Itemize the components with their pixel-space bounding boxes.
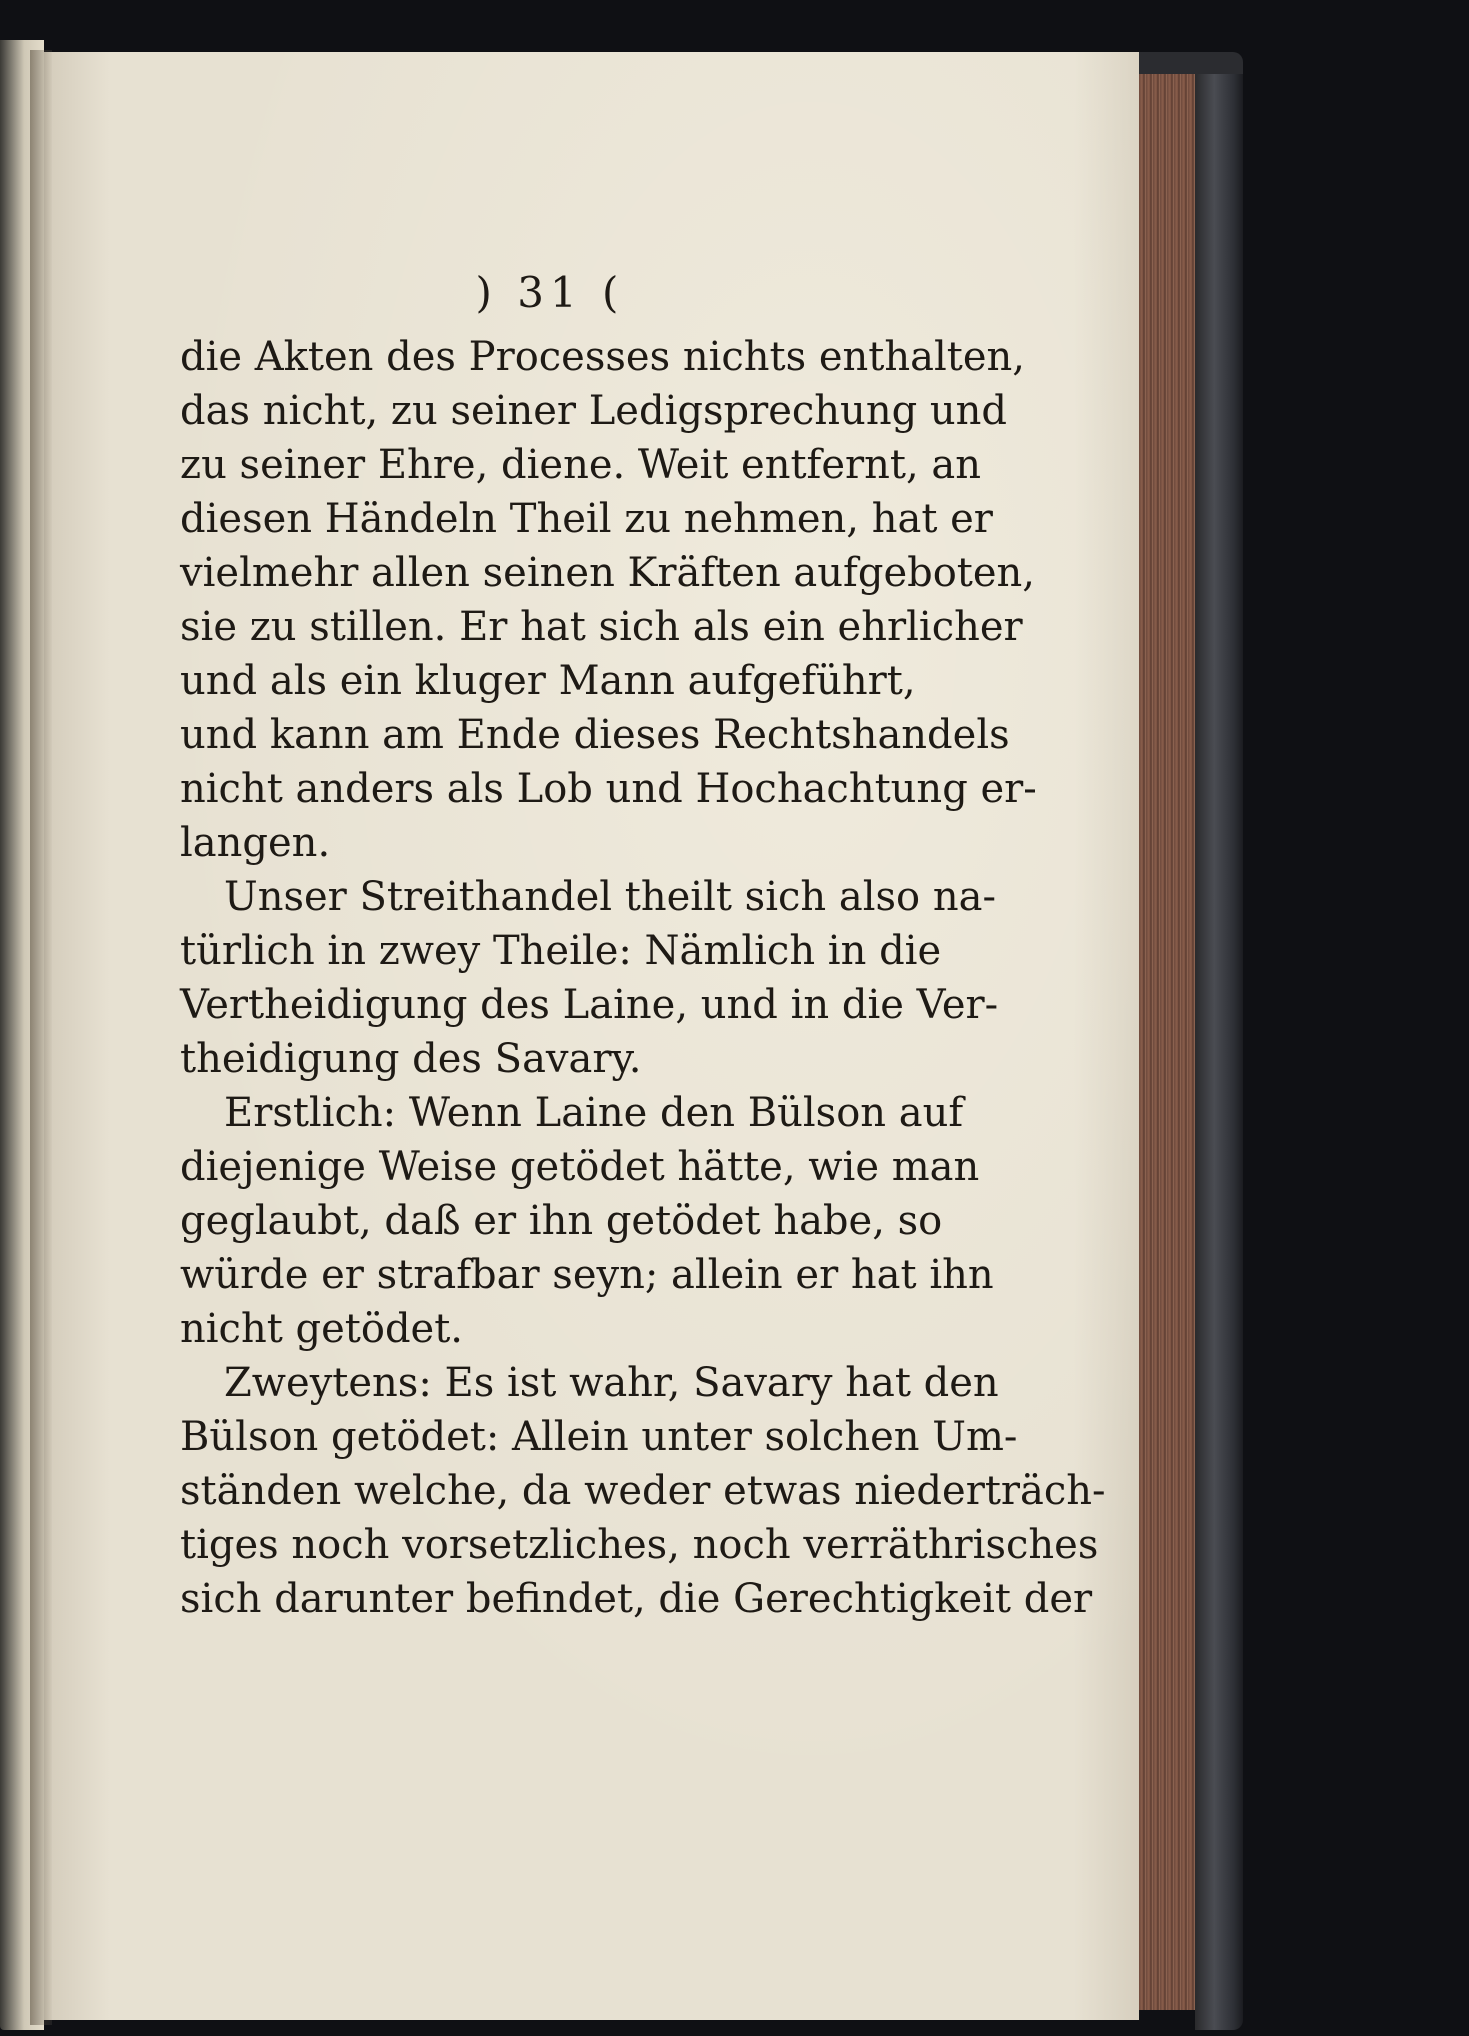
text-line: sie zu stillen. Er hat sich als ein ehrlicher: [180, 604, 1023, 650]
text-line: nicht getödet.: [180, 1306, 464, 1352]
paragraph-start: Zweytens: Es ist wahr, Savary hat den: [224, 1360, 999, 1406]
text-line: diesen Händeln Theil zu nehmen, hat er: [180, 496, 993, 542]
text-line: sich darunter befindet, die Gerechtigkeit der: [180, 1576, 1093, 1622]
text-line: theidigung des Savary.: [180, 1036, 642, 1082]
text-line: langen.: [180, 820, 331, 866]
binding-gutter: [30, 50, 52, 2025]
text-line: und als ein kluger Mann aufgeführt,: [180, 658, 916, 704]
paragraph-start: Unser Streithandel theilt sich also na-: [224, 874, 996, 920]
page-block-edges: [1139, 70, 1201, 2010]
text-line: türlich in zwey Theile: Nämlich in die: [180, 928, 942, 974]
text-line: vielmehr allen seinen Kräften aufgeboten,: [180, 550, 1036, 596]
text-line: geglaubt, daß er ihn getödet habe, so: [180, 1198, 943, 1244]
text-line: diejenige Weise getödet hätte, wie man: [180, 1144, 980, 1190]
text-line: nicht anders als Lob und Hochachtung er-: [180, 766, 1037, 812]
text-line: würde er strafbar seyn; allein er hat ihn: [180, 1252, 994, 1298]
paragraph-start: Erstlich: Wenn Laine den Bülson auf: [224, 1090, 964, 1136]
text-line: zu seiner Ehre, diene. Weit entfernt, an: [180, 442, 982, 488]
page-number: ) 31 (: [475, 268, 625, 317]
book-cover: [1195, 55, 1243, 2030]
text-line: Bülson getödet: Allein unter solchen Um-: [180, 1414, 1018, 1460]
book-cover-top: [1139, 52, 1243, 74]
text-line: die Akten des Processes nichts enthalten,: [180, 334, 1025, 380]
text-line: ständen welche, da weder etwas niederträch-: [180, 1468, 1106, 1514]
text-line: das nicht, zu seiner Ledigsprechung und: [180, 388, 1008, 434]
text-line: Vertheidigung des Laine, und in die Ver-: [180, 982, 999, 1028]
text-line: tiges noch vorsetzliches, noch verräthrisches: [180, 1522, 1099, 1568]
body-text: [180, 330, 1106, 1626]
text-line: und kann am Ende dieses Rechtshandels: [180, 712, 1010, 758]
